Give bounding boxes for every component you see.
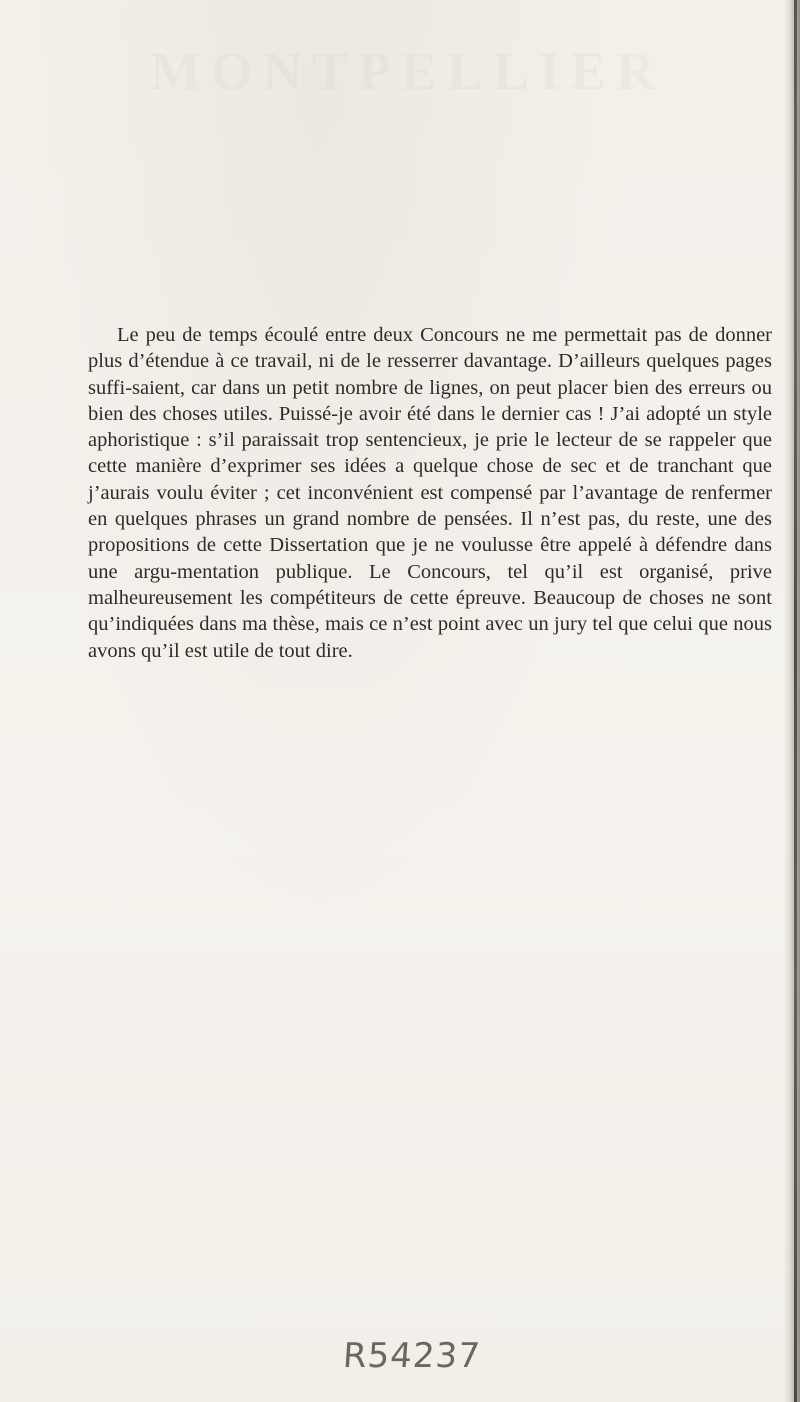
body-paragraph: Le peu de temps écoulé entre deux Concours ne me permettait pas de donner plus d’étendue à ce travail, ni de le resserrer davantage. D’ailleurs quelques pages suffi-saient, car dans un petit nombre de lignes, on peut placer bien des erreurs ou bien des choses utiles. Puissé-je avoir été dans le dernier cas ! J’ai adopté un style aphoristique : s’il paraissait trop sentencieux, je prie le lecteur de se rappeler que cette manière d’exprimer ses idées a quelque chose de sec et de tranchant que j’aurais voulu éviter ; cet inconvénient est compensé par l’avantage de renfermer en quelques phrases un grand nombre de pensées. Il n’est pas, du reste, une des propositions de cette Dissertation que je ne voulusse être appelé à défendre dans une argu-mentation publique. Le Concours, tel qu’il est organisé, prive malheureusement les compétiteurs de cette épreuve. Beaucoup de choses ne sont qu’indiquées dans ma thèse, mais ce n’est point avec un jury tel que celui que nous avons qu’il est utile de tout dire. (88, 324, 772, 662)
handwritten-shelfmark: R54237 (341, 1336, 483, 1376)
bleed-through-text: MONTPELLIER (150, 41, 666, 100)
page-edge-shadow (784, 0, 800, 1402)
page-binding-edge (794, 0, 797, 1402)
